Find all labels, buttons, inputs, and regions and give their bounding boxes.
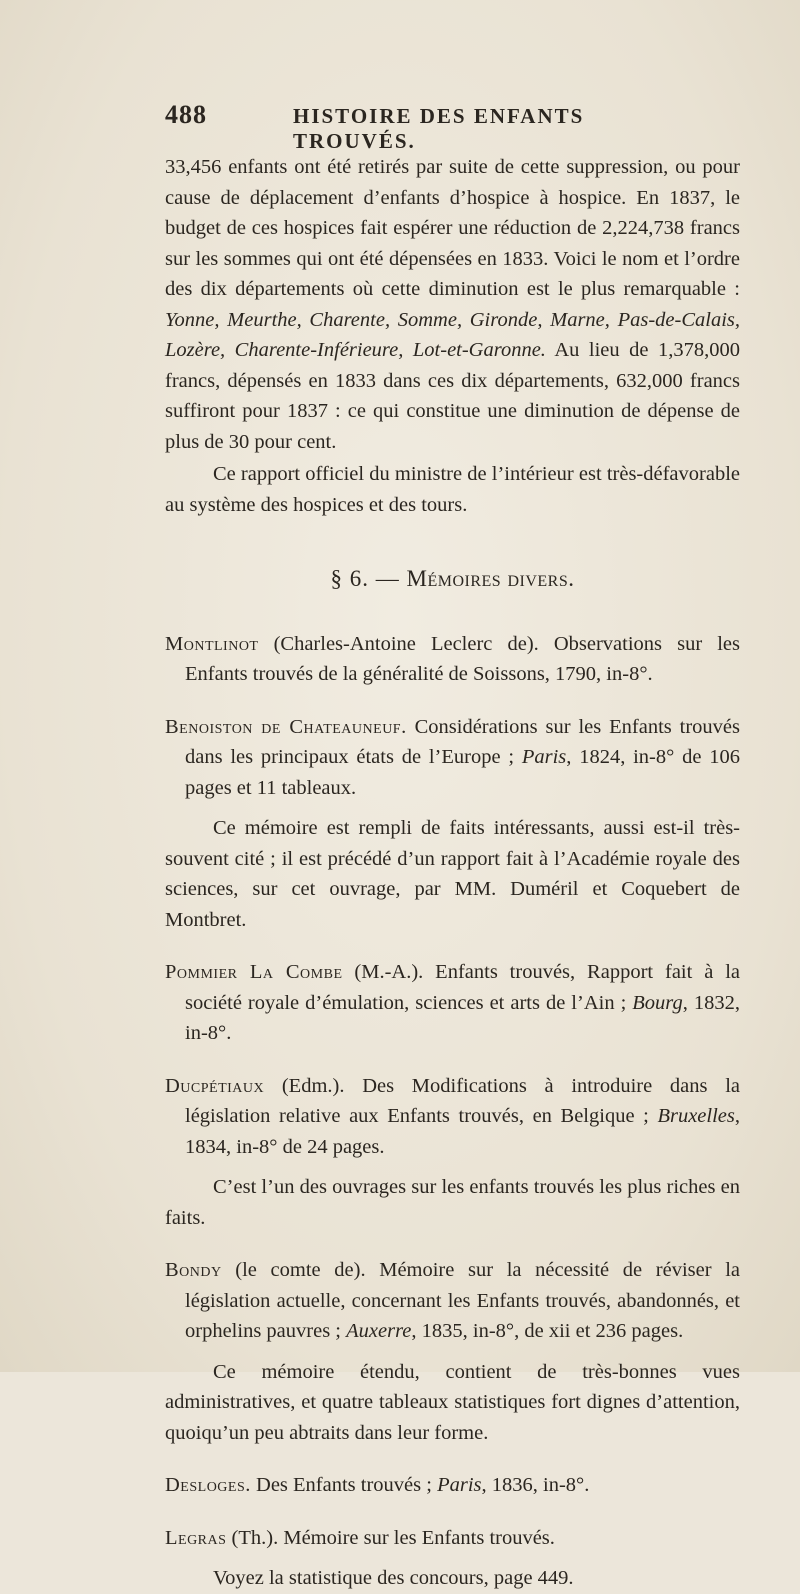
- entry-note: Voyez la statistique des concours, page 449.: [213, 1567, 574, 1589]
- section-heading: [165, 564, 740, 595]
- entry-note: Ce mémoire étendu, contient de très-bonnes vues administratives, et quatre tableaux statistiques fort dignes d’attention, quoiqu’un peu abtraits dans leur forme.: [165, 1360, 740, 1444]
- entry-note: C’est l’un des ouvrages sur les enfants trouvés les plus riches en faits.: [165, 1176, 740, 1229]
- entry-text: , 1824, in-8° de 106 pages et 11 tableaux.: [185, 746, 740, 799]
- entry-text: , 1835, in-8°, de xii et 236 pages.: [411, 1320, 684, 1342]
- bibliography-entry: [165, 629, 740, 690]
- entry-text: (le comte de). Mémoire sur la nécessité de réviser la législation actuelle, concernant les Enfants trouvés, abandonnés, et orphelins pauvres ;: [185, 1259, 740, 1342]
- entry-text: (Edm.). Des Modifications à introduire dans la législation relative aux Enfants trouvés, en Belgique ;: [185, 1074, 740, 1127]
- bibliography-entry: [165, 1255, 740, 1347]
- entry-place: Bruxelles: [657, 1105, 735, 1127]
- departments-list: Yonne, Meurthe, Charente, Somme, Gironde, Marne, Pas-de-Calais, Lozère, Charente-Inférieure, Lot-et-Garonne.: [165, 308, 740, 361]
- entry-author: Legras: [165, 1526, 227, 1549]
- bibliography-entry: [165, 1071, 740, 1163]
- entry-author: Montlinot: [165, 632, 259, 655]
- bibliography-entry: [165, 1523, 740, 1554]
- entry-text: Considérations sur les Enfants trouvés dans les principaux états de l’Europe ;: [185, 715, 740, 768]
- bibliography-entry: [165, 1470, 740, 1501]
- entry-place: Paris: [437, 1474, 482, 1496]
- entry-text: , 1836, in-8°.: [481, 1474, 590, 1496]
- page-header: [165, 100, 700, 153]
- entry-author: Bondy: [165, 1259, 222, 1281]
- bibliography-entry: [165, 712, 740, 804]
- entry-place: Bourg: [632, 991, 683, 1014]
- paragraph-budget: [165, 152, 740, 457]
- section-number: § 6. —: [330, 566, 407, 591]
- section-title: Mémoires divers.: [406, 566, 575, 591]
- entry-text: (Th.). Mémoire sur les Enfants trouvés.: [226, 1526, 555, 1549]
- entry-place: Auxerre: [346, 1320, 412, 1342]
- paragraph-text: Au lieu de 1,378,000 francs, dépensés en 1833 dans ces dix départements, 632,000 francs suffiront pour 1837 : ce qui constitue une diminution de dépense de plus de 30 pour cent.: [165, 339, 741, 453]
- running-title: HISTOIRE DES ENFANTS TROUVÉS.: [293, 104, 585, 153]
- page-number: 488: [165, 100, 207, 129]
- body-text: [165, 152, 740, 1594]
- entry-text: (Charles-Antoine Leclerc de). Observations sur les Enfants trouvés de la généralité de Soissons, 1790, in-8°.: [185, 632, 740, 685]
- paragraph-report: Ce rapport officiel du ministre de l’intérieur est très-défavorable au système des hospices et des tours.: [165, 463, 740, 516]
- entry-author: Pommier La Combe: [165, 961, 343, 983]
- entry-note: Ce mémoire est rempli de faits intéressants, aussi est-il très-souvent cité ; il est précédé d’un rapport fait à l’Académie royale des sciences, sur cet ouvrage, par MM. Duméril et Coquebert de Montbret.: [165, 817, 740, 931]
- entry-author: Ducpétiaux: [165, 1074, 265, 1097]
- entry-text: (M.-A.). Enfants trouvés, Rapport fait à la société royale d’émulation, sciences et arts de l’Ain ;: [185, 961, 740, 1014]
- paragraph-text: 33,456 enfants ont été retirés par suite de cette suppression, ou pour cause de déplacement d’enfants d’hospice à hospice. En 1837, le budget de ces hospices fait espérer une réduction de 2,224,738 francs sur les sommes qui ont été dépensées en 1833. Voici le nom et l’ordre des dix départements où cette diminution est le plus remarquable :: [165, 156, 740, 300]
- entry-place: Paris: [521, 746, 567, 768]
- entry-author: Benoiston de Chateauneuf.: [165, 715, 407, 738]
- entry-author: Desloges.: [165, 1474, 251, 1496]
- bibliography-entry: [165, 957, 740, 1049]
- entry-text: , 1834, in-8° de 24 pages.: [185, 1105, 740, 1158]
- entry-text: Des Enfants trouvés ;: [250, 1474, 438, 1496]
- entry-text: , 1832, in-8°.: [185, 991, 741, 1044]
